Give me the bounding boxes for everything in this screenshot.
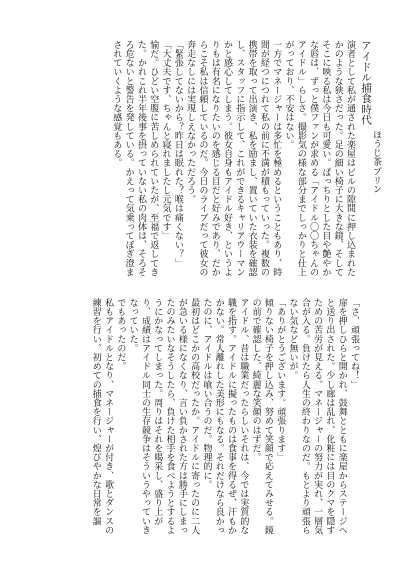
document-title: アイドル捕食時代 [360, 40, 372, 125]
body-text-top: 演者として私が通された楽屋はビルの隙間に押し込まれたかのような狭さだった。足の細い椅子に大きな鏡、そしてそこに映る私は今日も可愛い。ぱっちりとした目や艶やかな唇は、ずっと僕ファンが求める「アイドル〇〇ちゃんのアイドル」らしさ。撮影気の様な部分までしっかりと仕上がっており、不安はない。 一方でマネージャーは多忙を極めるということもあり、時間が経つにつれて私の前に不満が積もっていった。複数の携帯を取って出演き、私を励まし、置いていた衣装を確認し、スタッフに指示して、これができるキャリアウーマンかと感心してしまう。彼女自身もアイドル好き、というよりもは有名になりたいのを感じる目だと好みであり、だからこそ私は信頼しているのだ。今日のライブだって彼女の奔走なしには実現しえなかっただろう。 「緊張してないから？昨日は眠れた？喉は痛くない？」 「大丈夫です、ちゃんと寝れましたし元気です」 愉だ。ひどい空腹に苦しめられていたが、至福で返してきた。かれこれ半年後事を摂っていない私の肉体は、そろそろ危ないと警告を発している。かえって気乗ってぼぎ澄まされていくような感覚もある。 [111, 40, 355, 277]
document-author: ほうじ茶プリン [371, 130, 381, 194]
body-text-bottom: 「さ、頑張ってね！」 扉を押しひらと開かれ、鼓舞とともに楽屋からステージへと送り出された。少し廊は乱れ、化粧には目のクマを隠すための苦労が見える。マネージャーの努力が実れ、一層気合が入る。負けたら人生の終わりなのだ。もとより頑張らない気など無いが。 「ありがとうございます。頑張ります」 傾りない椅子を押し込み、努めて笑顔で応えてみせる。鏡の前で確認した、綺麗な笑顔のはずだ。 アイドル、昔は職業だったらしいそれは、今では実質的な職を指す。アイドルに擬ったものは食事を得るぜ、汗もかかない。常人離れした美形にもなる。それだけなら良かったのに、アイドルは喰い合うのだ。物理的に。 最初はどこかの高校だったか。アイドルに寄ったのに二人が急いる様になくなり、言い負かされた方は勝手にしまったのみたいなそうしたら、負けた相手を食べようとするようにかなってしまった。周りはそれを喝采し、盛り上がり、成績はアイドル同士の生存競争はそういうやっていきなっていた。 でもあったのだ。 私もアイドルとなり、マネージャーが付き、歌とダンスの練習を行い、初めての捕食を行い、煌びやかな日常を謳 [90, 298, 359, 535]
